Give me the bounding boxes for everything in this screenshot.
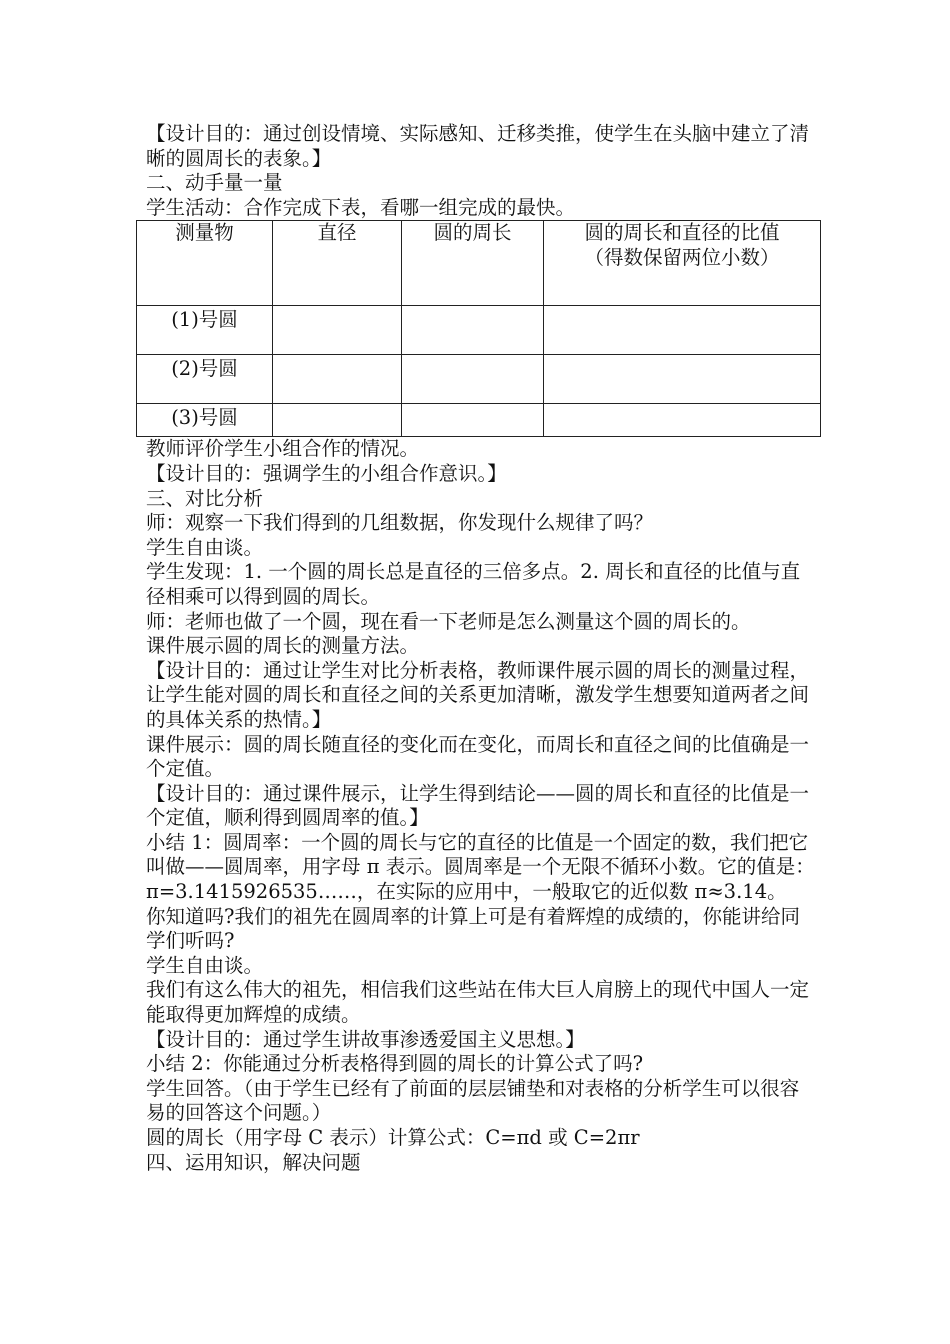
student-findings: 学生发现：1. 一个圆的周长总是直径的三倍多点。2. 周长和直径的比值与直径相乘可以得到圆的周长。: [146, 560, 801, 608]
cell-circumference-1: [402, 306, 544, 355]
header-ratio-title: 圆的周长和直径的比值: [584, 221, 780, 245]
section-heading-4: 四、运用知识，解决问题: [146, 1150, 361, 1174]
teacher-question: 师：观察一下我们得到的几组数据，你发现什么规律了吗？: [146, 511, 654, 535]
student-discussion-2: 学生自由谈。: [146, 953, 264, 977]
teacher-evaluation: 教师评价学生小组合作的情况。: [146, 437, 420, 461]
header-ratio: [544, 221, 821, 306]
header-circumference: 圆的周长: [402, 221, 544, 306]
design-purpose-3: 【设计目的：通过让学生对比分析表格，教师课件展示圆的周长的测量过程，让学生能对圆的周长和直径之间的关系更加清晰，激发学生想要知道两者之间的具体关系的热情。】: [146, 658, 810, 731]
row-label-circle-1: (1)号圆: [137, 306, 273, 355]
header-measured-object: 测量物: [137, 221, 273, 306]
cell-diameter-3: [273, 404, 402, 437]
design-purpose-5: 【设计目的：通过学生讲故事渗透爱国主义思想。】: [146, 1027, 585, 1051]
document-page: [146, 122, 818, 1175]
courseware-display: 课件展示：圆的周长随直径的变化而在变化，而周长和直径之间的比值确是一个定值。: [146, 732, 810, 781]
measurement-table: [136, 220, 821, 437]
circumference-formula: 圆的周长（用字母 C 表示）计算公式：C=πd 或 C=2πr: [146, 1126, 640, 1149]
section-heading-3: 三、对比分析: [146, 486, 264, 510]
design-purpose-4: 【设计目的：通过课件展示，让学生得到结论——圆的周长和直径的比值是一个定值，顺利得到圆周率的值。】: [146, 781, 810, 830]
table-row: [137, 404, 821, 437]
table-row: [137, 306, 821, 355]
cell-diameter-1: [273, 306, 402, 355]
cell-ratio-2: [544, 355, 821, 404]
student-discussion-1: 学生自由谈。: [146, 535, 264, 559]
design-purpose-1: 【设计目的：通过创设情境、实际感知、迁移类推，使学生在头脑中建立了清晰的圆周长的表象。】: [146, 122, 810, 170]
table-row: [137, 355, 821, 404]
summary-1-pi: 小结 1：圆周率：一个圆的周长与它的直径的比值是一个固定的数，我们把它叫做——圆周率，用字母 π 表示。圆周率是一个无限不循环小数。它的值是：π=3.1415926535……，在实际的应用中，一般取它的近似数 π≈3.14。: [146, 830, 815, 904]
cell-ratio-1: [544, 306, 821, 355]
header-diameter: 直径: [273, 221, 402, 306]
did-you-know: 你知道吗?我们的祖先在圆周率的计算上可是有着辉煌的成绩的，你能讲给同学们听吗?: [146, 904, 800, 953]
student-answer: 学生回答。（由于学生已经有了前面的层层铺垫和对表格的分析学生可以很容易的回答这个问题。）: [146, 1076, 800, 1125]
courseware-method: 课件展示圆的周长的测量方法。: [146, 634, 420, 658]
cell-diameter-2: [273, 355, 402, 404]
row-label-circle-3: (3)号圆: [137, 404, 273, 437]
teacher-demo: 师：老师也做了一个圆，现在看一下老师是怎么测量这个圆的周长的。: [146, 609, 751, 633]
ancestors-paragraph: 我们有这么伟大的祖先，相信我们这些站在伟大巨人肩膀上的现代中国人一定能取得更加辉煌的成绩。: [146, 978, 810, 1027]
cell-circumference-3: [402, 404, 544, 437]
cell-ratio-3: [544, 404, 821, 437]
table-header-row: [137, 221, 821, 306]
header-ratio-note: （得数保留两位小数）: [584, 245, 780, 269]
summary-2: 小结 2：你能通过分析表格得到圆的周长的计算公式了吗?: [146, 1052, 644, 1076]
cell-circumference-2: [402, 355, 544, 404]
student-activity: 学生活动：合作完成下表，看哪一组完成的最快。: [146, 195, 576, 219]
design-purpose-2: 【设计目的：强调学生的小组合作意识。】: [146, 461, 507, 485]
section-heading-2: 二、动手量一量: [146, 171, 283, 195]
row-label-circle-2: (2)号圆: [137, 355, 273, 404]
